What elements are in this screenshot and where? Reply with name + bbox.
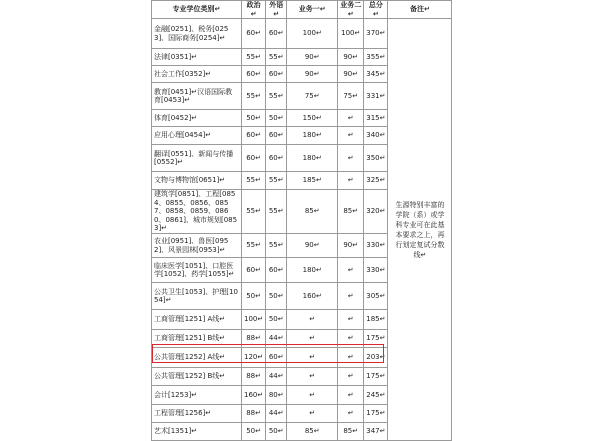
row-subject-two-cell: 75↵ — [338, 83, 364, 110]
row-politics-cell: 50↵ — [242, 283, 266, 310]
row-subject-one-cell: ↵ — [287, 348, 338, 368]
row-total-cell: 347↵ — [364, 423, 388, 441]
row-foreign-cell: 44↵ — [266, 368, 287, 386]
row-subject-two-cell: ↵ — [338, 310, 364, 330]
row-category-cell: 体育[0452]↵ — [152, 110, 242, 127]
row-subject-two-cell: ↵ — [338, 258, 364, 283]
row-politics-cell: 60↵ — [242, 19, 266, 49]
row-foreign-cell: 55↵ — [266, 234, 287, 258]
header-subject-two: 业务二↵ — [338, 1, 364, 19]
row-subject-two-cell: 90↵ — [338, 234, 364, 258]
row-foreign-cell: 50↵ — [266, 423, 287, 441]
header-subject-one: 业务一↵ — [287, 1, 338, 19]
row-foreign-cell: 55↵ — [266, 172, 287, 190]
row-subject-two-cell: ↵ — [338, 330, 364, 348]
row-foreign-cell: 60↵ — [266, 19, 287, 49]
row-foreign-cell: 55↵ — [266, 83, 287, 110]
row-category-cell: 工商管理[1251] B线↵ — [152, 330, 242, 348]
row-foreign-cell: 44↵ — [266, 405, 287, 423]
row-category-cell: 工程管理[1256]↵ — [152, 405, 242, 423]
row-subject-one-cell: 100↵ — [287, 19, 338, 49]
row-foreign-cell: 60↵ — [266, 348, 287, 368]
row-total-cell: 245↵ — [364, 386, 388, 405]
row-subject-one-cell: 85↵ — [287, 423, 338, 441]
row-foreign-cell: 60↵ — [266, 145, 287, 172]
row-subject-two-cell: ↵ — [338, 283, 364, 310]
row-total-cell: 175↵ — [364, 368, 388, 386]
row-subject-one-cell: 150↵ — [287, 110, 338, 127]
row-category-cell: 法律[0351]↵ — [152, 49, 242, 66]
row-subject-one-cell: ↵ — [287, 310, 338, 330]
row-politics-cell: 60↵ — [242, 127, 266, 145]
row-subject-one-cell: ↵ — [287, 368, 338, 386]
row-politics-cell: 60↵ — [242, 66, 266, 83]
row-category-cell: 应用心理[0454]↵ — [152, 127, 242, 145]
row-foreign-cell: 55↵ — [266, 49, 287, 66]
row-total-cell: 331↵ — [364, 83, 388, 110]
row-total-cell: 203↵ — [364, 348, 388, 368]
row-subject-two-cell: 85↵ — [338, 423, 364, 441]
row-politics-cell: 88↵ — [242, 405, 266, 423]
row-total-cell: 345↵ — [364, 66, 388, 83]
row-subject-one-cell: 90↵ — [287, 66, 338, 83]
row-foreign-cell: 60↵ — [266, 258, 287, 283]
row-subject-two-cell: ↵ — [338, 127, 364, 145]
row-politics-cell: 50↵ — [242, 110, 266, 127]
row-foreign-cell: 44↵ — [266, 330, 287, 348]
row-politics-cell: 55↵ — [242, 83, 266, 110]
score-table-container — [151, 0, 452, 441]
table-header-row — [152, 1, 452, 19]
row-total-cell: 330↵ — [364, 234, 388, 258]
row-subject-two-cell: ↵ — [338, 110, 364, 127]
row-foreign-cell: 50↵ — [266, 283, 287, 310]
row-subject-one-cell: 180↵ — [287, 127, 338, 145]
header-remarks: 备注↵ — [388, 1, 452, 19]
row-subject-one-cell: 160↵ — [287, 283, 338, 310]
row-subject-one-cell: 90↵ — [287, 49, 338, 66]
row-category-cell: 建筑学[0851]、工程[0854、0855、0856、0857、0858、0859、0860、0861]、城市规划[0853]↵ — [152, 190, 242, 234]
row-politics-cell: 55↵ — [242, 49, 266, 66]
row-total-cell: 320↵ — [364, 190, 388, 234]
row-foreign-cell: 60↵ — [266, 66, 287, 83]
row-total-cell: 175↵ — [364, 330, 388, 348]
row-total-cell: 325↵ — [364, 172, 388, 190]
row-foreign-cell: 80↵ — [266, 386, 287, 405]
row-subject-two-cell: 85↵ — [338, 190, 364, 234]
row-total-cell: 370↵ — [364, 19, 388, 49]
row-category-cell: 金融[0251]、税务[0253]、国际商务[0254]↵ — [152, 19, 242, 49]
row-total-cell: 315↵ — [364, 110, 388, 127]
table-body — [152, 19, 452, 441]
row-foreign-cell: 50↵ — [266, 110, 287, 127]
row-category-cell: 艺术[1351]↵ — [152, 423, 242, 441]
row-category-cell: 会计[1253]↵ — [152, 386, 242, 405]
row-foreign-cell: 60↵ — [266, 127, 287, 145]
row-category-cell: 文物与博物馆[0651]↵ — [152, 172, 242, 190]
row-subject-one-cell: ↵ — [287, 330, 338, 348]
row-politics-cell: 88↵ — [242, 330, 266, 348]
row-total-cell: 175↵ — [364, 405, 388, 423]
row-category-cell: 翻译[0551]、新闻与传播[0552]↵ — [152, 145, 242, 172]
header-category: 专业学位类别↵ — [152, 1, 242, 19]
row-subject-two-cell: ↵ — [338, 386, 364, 405]
row-subject-one-cell: 180↵ — [287, 145, 338, 172]
row-total-cell: 340↵ — [364, 127, 388, 145]
row-subject-one-cell: ↵ — [287, 405, 338, 423]
row-category-cell: 农业[0951]、兽医[0952]、风景园林[0953]↵ — [152, 234, 242, 258]
row-politics-cell: 60↵ — [242, 258, 266, 283]
row-politics-cell: 50↵ — [242, 423, 266, 441]
table-row — [152, 19, 452, 49]
header-foreign-language: 外语↵ — [266, 1, 287, 19]
row-politics-cell: 55↵ — [242, 234, 266, 258]
row-category-cell: 公共管理[1252] A线↵ — [152, 348, 242, 368]
row-subject-two-cell: ↵ — [338, 368, 364, 386]
row-politics-cell: 60↵ — [242, 145, 266, 172]
row-subject-two-cell: 100↵ — [338, 19, 364, 49]
row-category-cell: 教育[0451]↵汉语国际教育[0453]↵ — [152, 83, 242, 110]
remarks-cell: 生源特别丰富的学院（系）或学科专业可在此基本要求之上，再行划定复试分数线↵ — [388, 19, 452, 441]
row-foreign-cell: 50↵ — [266, 310, 287, 330]
row-subject-one-cell: 180↵ — [287, 258, 338, 283]
row-total-cell: 355↵ — [364, 49, 388, 66]
row-subject-two-cell: ↵ — [338, 348, 364, 368]
row-politics-cell: 88↵ — [242, 368, 266, 386]
row-total-cell: 350↵ — [364, 145, 388, 172]
row-subject-two-cell: 90↵ — [338, 49, 364, 66]
header-politics: 政治↵ — [242, 1, 266, 19]
row-category-cell: 工商管理[1251] A线↵ — [152, 310, 242, 330]
row-category-cell: 公共卫生[1053]、护理[1054]↵ — [152, 283, 242, 310]
row-subject-one-cell: 75↵ — [287, 83, 338, 110]
row-category-cell: 社会工作[0352]↵ — [152, 66, 242, 83]
score-table — [151, 0, 452, 441]
row-category-cell: 公共管理[1252] B线↵ — [152, 368, 242, 386]
row-category-cell: 临床医学[1051]、口腔医学[1052]、药学[1055]↵ — [152, 258, 242, 283]
row-subject-two-cell: ↵ — [338, 172, 364, 190]
row-subject-two-cell: ↵ — [338, 145, 364, 172]
row-politics-cell: 100↵ — [242, 310, 266, 330]
row-subject-one-cell: 185↵ — [287, 172, 338, 190]
row-total-cell: 185↵ — [364, 310, 388, 330]
row-total-cell: 330↵ — [364, 258, 388, 283]
row-politics-cell: 55↵ — [242, 190, 266, 234]
row-subject-one-cell: 90↵ — [287, 234, 338, 258]
row-subject-two-cell: 90↵ — [338, 66, 364, 83]
row-politics-cell: 55↵ — [242, 172, 266, 190]
row-subject-one-cell: ↵ — [287, 386, 338, 405]
row-subject-two-cell: ↵ — [338, 405, 364, 423]
row-politics-cell: 160↵ — [242, 386, 266, 405]
header-total: 总分↵ — [364, 1, 388, 19]
row-subject-one-cell: 85↵ — [287, 190, 338, 234]
row-foreign-cell: 55↵ — [266, 190, 287, 234]
row-politics-cell: 120↵ — [242, 348, 266, 368]
row-total-cell: 305↵ — [364, 283, 388, 310]
